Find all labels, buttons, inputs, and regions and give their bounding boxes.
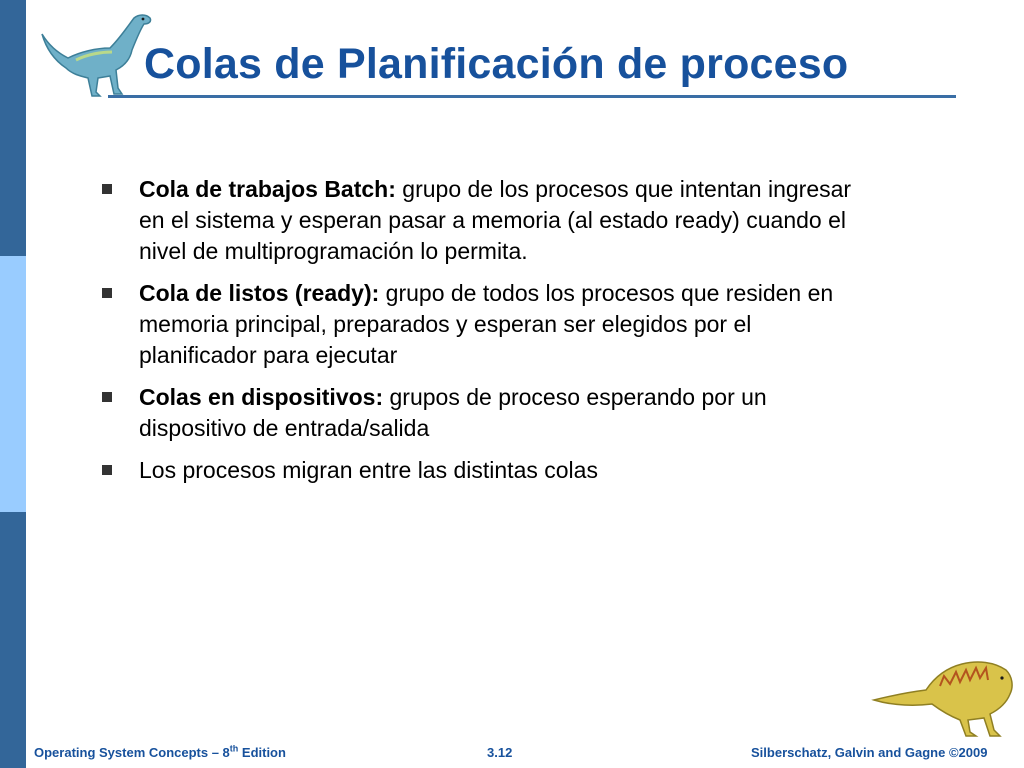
footer-left-sup: th bbox=[229, 743, 239, 754]
title-underline bbox=[108, 95, 956, 98]
sidebar-segment-light bbox=[0, 256, 26, 512]
dinosaur-logo-top-icon bbox=[36, 8, 158, 98]
sidebar-segment-dark-bottom bbox=[0, 512, 26, 768]
bullet-term: Cola de listos (ready): bbox=[139, 280, 380, 306]
bullet-item bbox=[102, 455, 862, 486]
footer-left-suffix: Edition bbox=[238, 745, 286, 760]
sidebar-stripe bbox=[0, 0, 26, 768]
sidebar-segment-dark-top bbox=[0, 0, 26, 256]
bullet-text: grupo de todos los procesos que residen en memoria principal, preparados y esperan ser elegidos por el planificador para ejecutar bbox=[139, 280, 834, 368]
bullet-term: Cola de trabajos Batch: bbox=[139, 176, 396, 202]
square-bullet-icon bbox=[102, 465, 112, 475]
bullet-text: grupo de los procesos que intentan ingresar en el sistema y esperan pasar a memoria (al estado ready) cuando el nivel de multiprogramación lo permita. bbox=[139, 176, 852, 264]
bullet-item bbox=[102, 382, 862, 444]
footer-left-prefix: Operating System Concepts – 8 bbox=[34, 745, 230, 760]
square-bullet-icon bbox=[102, 288, 112, 298]
bullet-list bbox=[102, 174, 862, 497]
footer-page-number: 3.12 bbox=[487, 745, 513, 760]
slide-title: Colas de Planificación de proceso bbox=[144, 40, 849, 88]
bullet-text: Los procesos migran entre las distintas colas bbox=[139, 457, 598, 483]
square-bullet-icon bbox=[102, 184, 112, 194]
footer-authors: Silberschatz, Galvin and Gagne ©2009 bbox=[751, 745, 988, 760]
bullet-text: grupos de proceso esperando por un dispositivo de entrada/salida bbox=[139, 384, 767, 441]
footer-book-title bbox=[34, 745, 286, 760]
square-bullet-icon bbox=[102, 392, 112, 402]
dinosaur-logo-bottom-icon bbox=[870, 656, 1018, 738]
bullet-item bbox=[102, 174, 862, 267]
bullet-item bbox=[102, 278, 862, 371]
bullet-term: Colas en dispositivos: bbox=[139, 384, 384, 410]
